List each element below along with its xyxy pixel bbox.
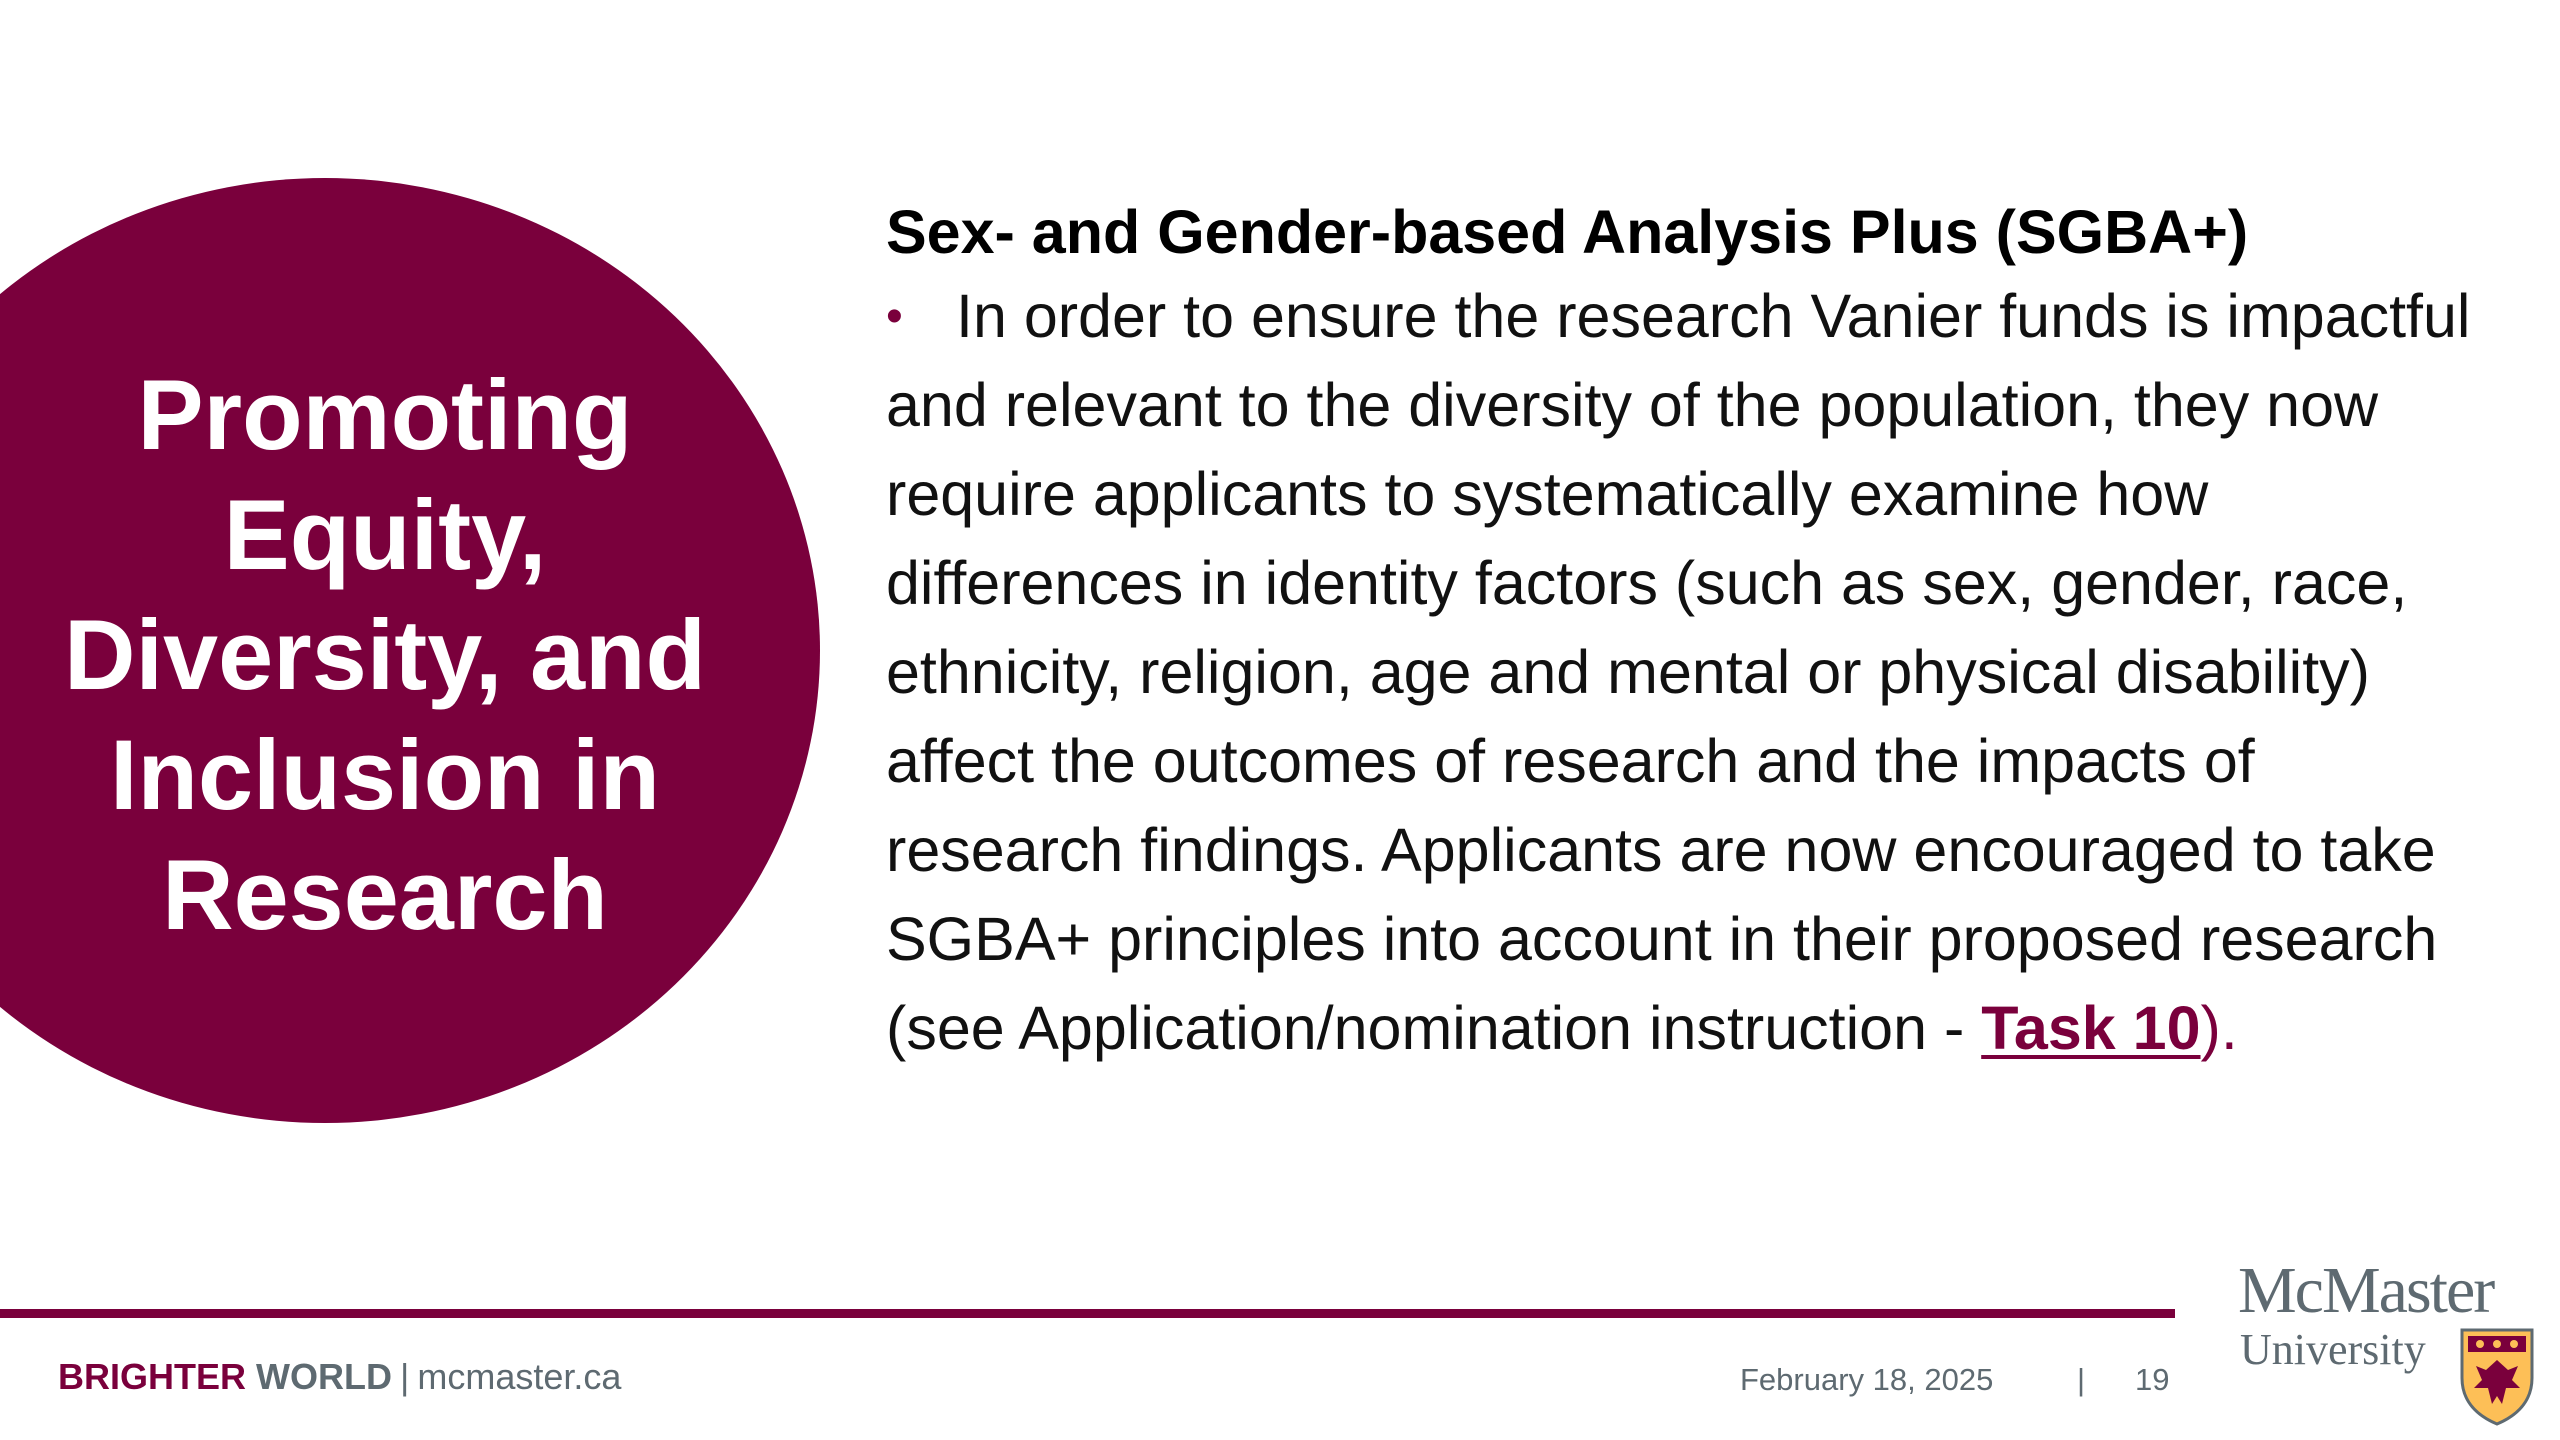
content-area: [886, 192, 2506, 1073]
footer-date: February 18, 2025: [1740, 1362, 1994, 1397]
brand-world: WORLD: [256, 1356, 392, 1397]
mcmaster-logo: [2238, 1254, 2538, 1428]
brand-separator: |: [399, 1356, 410, 1397]
footer-page-separator: |: [2077, 1362, 2086, 1397]
task-10-link[interactable]: Task 10: [1981, 994, 2201, 1062]
crest-icon: [2458, 1326, 2536, 1426]
footer-brand: [58, 1355, 621, 1399]
panel-title: Promoting Equity, Diversity, and Inclusion in Research: [64, 359, 706, 950]
closing-punctuation: ).: [2200, 994, 2238, 1062]
page-number: 19: [2135, 1362, 2170, 1397]
brand-brighter: BRIGHTER: [58, 1356, 246, 1397]
content-heading: Sex- and Gender-based Analysis Plus (SGBA+): [886, 198, 2249, 266]
bullet-paragraph: [886, 272, 2506, 1073]
footer-divider: [0, 1309, 2175, 1318]
bullet-icon: •: [886, 290, 903, 343]
footer-url: mcmaster.ca: [417, 1356, 622, 1397]
bullet-text: In order to ensure the research Vanier funds is impactful and relevant to the diversity of the population, they now require applicants to systematically examine how differences in identity factors (such as sex, gender, race, ethnicity, religion, age and mental or physical disability) affect the outcomes of research and the impacts of research findings. Applicants are now encouraged to take SGBA+ principles into account in their proposed research (see Application/nomination instruction -: [886, 282, 2471, 1062]
logo-name: McMaster: [2238, 1254, 2494, 1327]
logo-subtitle: University: [2240, 1325, 2426, 1374]
